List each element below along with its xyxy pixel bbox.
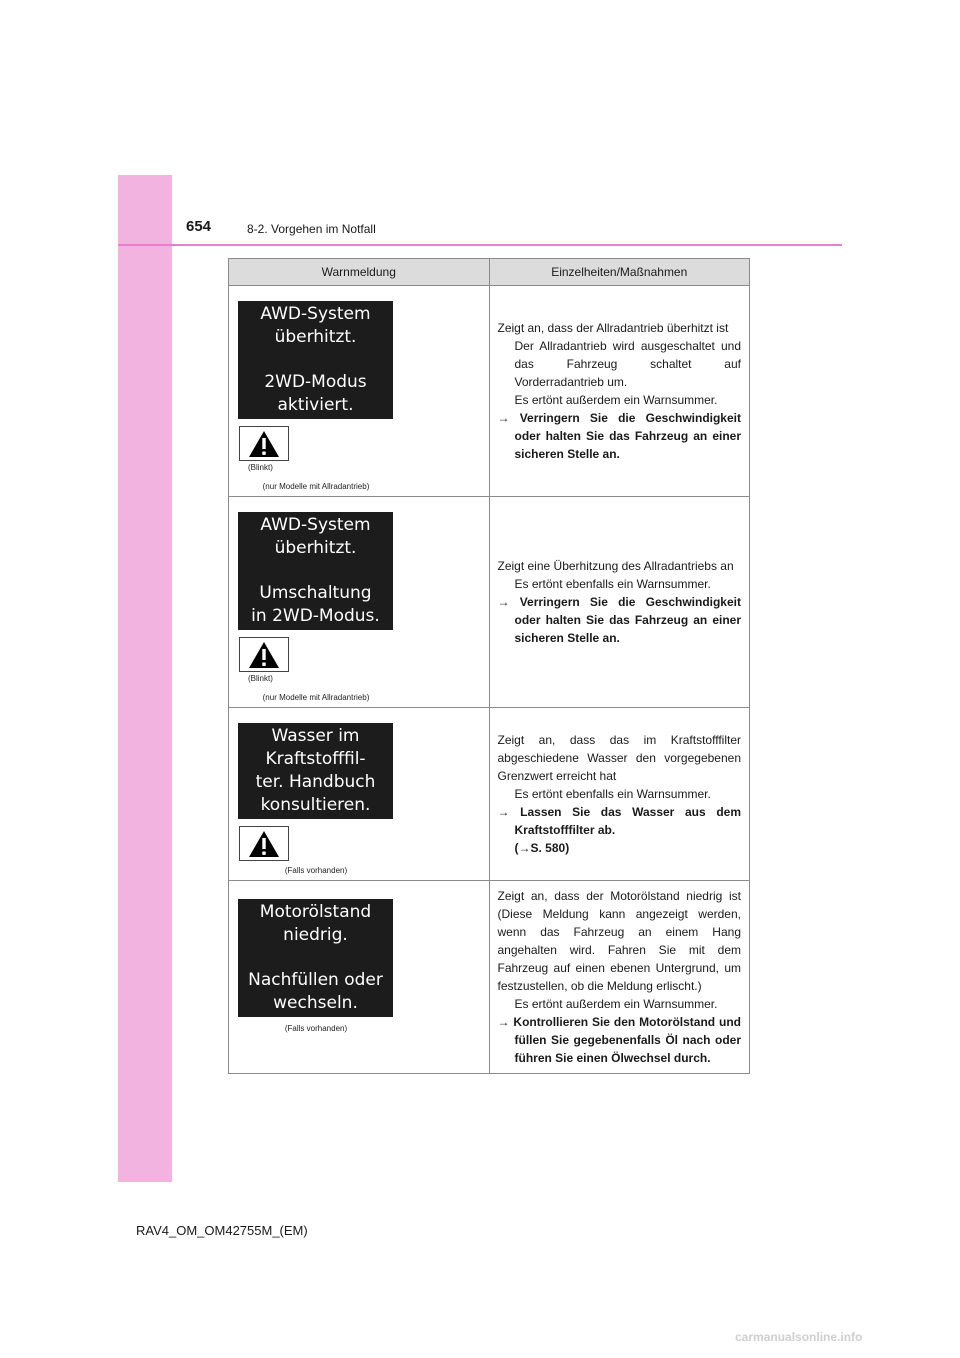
warning-cell <box>229 497 490 708</box>
details-cell <box>489 286 750 497</box>
model-note: (nur Modelle mit Allradantrieb) <box>262 482 370 491</box>
details-text: Der Allradantrieb wird ausgeschaltet und das Fahrzeug schaltet auf Vorderradantrieb um. <box>514 339 741 389</box>
warning-cell <box>229 708 490 881</box>
action-instruction: → Verringern Sie die Geschwindigkeit oder halten Sie das Fahrzeug an einer sicheren Stelle an. <box>497 595 741 645</box>
table-row <box>229 708 750 881</box>
availability-note: (Falls vorhanden) <box>284 1024 348 1033</box>
model-note: (nur Modelle mit Allradantrieb) <box>262 693 370 702</box>
warning-cell <box>229 881 490 1074</box>
table-row <box>229 286 750 497</box>
column-header-einzelheiten: Einzelheiten/Maßnahmen <box>489 259 750 286</box>
details-text: Es ertönt außerdem ein Warnsummer. <box>514 997 718 1011</box>
section-title: 8-2. Vorgehen im Notfall <box>247 222 376 236</box>
availability-note: (Falls vorhanden) <box>284 866 348 875</box>
blink-label: (Blinkt) <box>248 674 273 683</box>
warning-message-table <box>228 258 750 1074</box>
details-text: Es ertönt außerdem ein Warnsummer. <box>514 393 718 407</box>
display-message-low-oil: Motorölstand niedrig. Nachfüllen oder wechseln. <box>238 899 393 1017</box>
header-rule <box>118 244 842 246</box>
column-header-warnmeldung: Warnmeldung <box>229 259 490 286</box>
table-row <box>229 497 750 708</box>
warning-triangle-icon <box>239 637 289 672</box>
details-cell <box>489 708 750 881</box>
details-intro: Zeigt an, dass der Motorölstand niedrig ist (Diese Meldung kann angezeigt werden, wenn das Fahrzeug an einem Hang angehalten wird. Fahren Sie mit dem Fahrzeug auf einen ebenen Untergrund, um festzustellen, ob die Meldung erlischt.) <box>497 889 741 993</box>
document-code: RAV4_OM_OM42755M_(EM) <box>136 1223 308 1238</box>
warning-cell <box>229 286 490 497</box>
details-text: Es ertönt ebenfalls ein Warnsummer. <box>514 787 711 801</box>
action-instruction: → Kontrollieren Sie den Motorölstand und füllen Sie gegebenenfalls Öl nach oder führen Sie einen Ölwechsel durch. <box>497 1015 741 1065</box>
blink-label: (Blinkt) <box>248 463 273 472</box>
action-instruction: → Verringern Sie die Geschwindigkeit oder halten Sie das Fahrzeug an einer sicheren Stelle an. <box>497 411 741 461</box>
table-row <box>229 881 750 1074</box>
page-number: 654 <box>186 218 212 235</box>
display-message-fuel-filter-water: Wasser im Kraftstofffil- ter. Handbuch konsultieren. <box>238 723 393 819</box>
page-reference: (→S. 580) <box>514 841 570 855</box>
details-intro: Zeigt an, dass der Allradantrieb überhitzt ist <box>497 321 729 335</box>
details-cell <box>489 881 750 1074</box>
table-header-row <box>229 259 750 286</box>
action-instruction: → Lassen Sie das Wasser aus dem Kraftstofffilter ab. <box>497 805 741 837</box>
details-intro: Zeigt eine Überhitzung des Allradantriebs an <box>497 559 734 573</box>
warning-triangle-icon <box>239 426 289 461</box>
details-text: Es ertönt ebenfalls ein Warnsummer. <box>514 577 711 591</box>
display-message-awd-overheat: AWD-System überhitzt. 2WD-Modus aktiviert. <box>238 301 393 419</box>
details-cell <box>489 497 750 708</box>
details-intro: Zeigt an, dass das im Kraftstofffilter abgeschiedene Wasser den vorgegebenen Grenzwert erreicht hat <box>497 733 741 783</box>
chapter-sidebar <box>118 175 172 1182</box>
warning-triangle-icon <box>239 826 289 861</box>
watermark: carmanualsonline.info <box>735 1330 863 1344</box>
display-message-awd-switch: AWD-System überhitzt. Umschaltung in 2WD-Modus. <box>238 512 393 630</box>
